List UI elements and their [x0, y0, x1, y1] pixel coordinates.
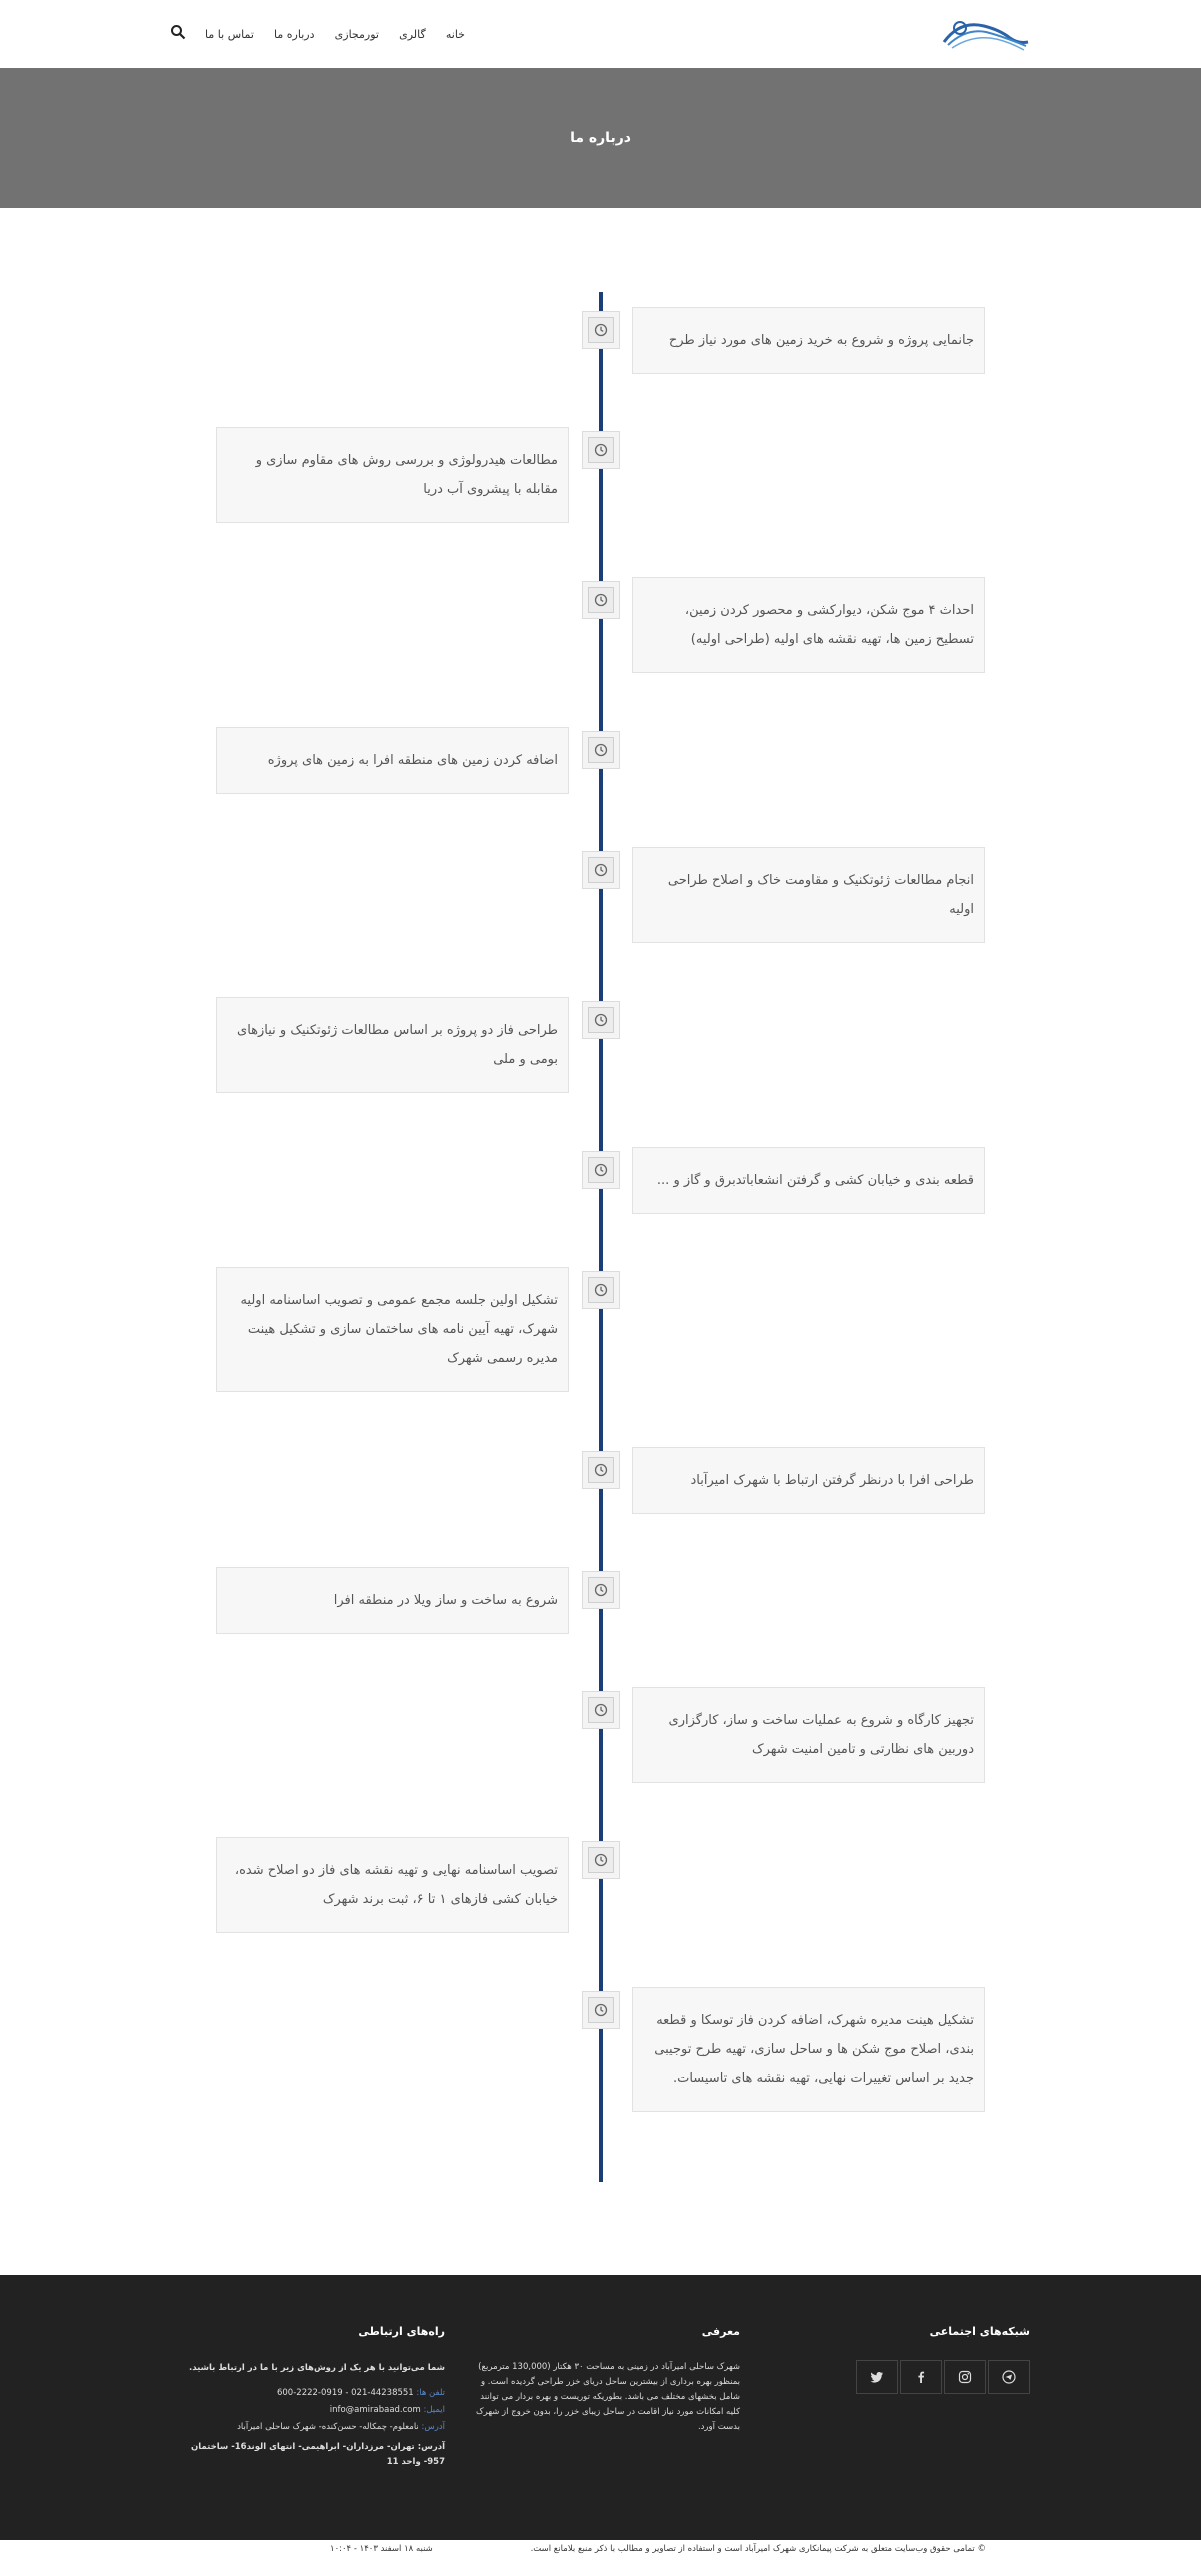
clock-icon: [582, 1271, 620, 1309]
timeline-item-text: انجام مطالعات ژئوتکنیک و مقاومت خاک و اصلاح طراحی اولیه: [667, 873, 974, 917]
clock-icon-inner: [588, 437, 614, 463]
clock-icon: [582, 1451, 620, 1489]
timeline-item: [216, 1837, 569, 1933]
address-label: آدرس:: [421, 2422, 445, 2432]
timeline-item: [216, 1267, 569, 1392]
timeline-item: [632, 1987, 985, 2112]
timeline-item: [216, 727, 569, 794]
contact-address-1: [170, 2419, 445, 2436]
clock-icon: [582, 1991, 620, 2029]
timeline-item-text: قطعه بندی و خیابان کشی و گرفتن انشعاباتدبرق و گاز و ...: [656, 1173, 974, 1188]
clock-icon: [582, 1691, 620, 1729]
nav-contact[interactable]: تماس با ما: [205, 27, 254, 41]
footer-intro-title: معرفی: [701, 2325, 740, 2338]
timeline-item: [632, 1147, 985, 1214]
timeline-item: [632, 1687, 985, 1783]
footer-social: [845, 2325, 1030, 2394]
copyright-text: © تمامی حقوق وب‌سایت متعلق به شرکت پیمانکاری شهرک امیرآباد است و استفاده از تصاویر و مطالب با ذکر منبع بلامانع است.: [530, 2544, 986, 2554]
footer-contact: [170, 2325, 445, 2470]
clock-icon: [582, 1571, 620, 1609]
address-value: نامعلوم- چمکاله- حسن‌کنده- شهرک ساحلی امیرآباد: [237, 2422, 419, 2432]
timeline-item: [216, 1567, 569, 1634]
timeline-item-text: تشکیل اولین جلسه مجمع عمومی و تصویب اساسنامه اولیه شهرک، تهیه آیین نامه های ساختمان سازی و تشکیل هینت مدیره رسمی شهرک: [240, 1293, 558, 1366]
clock-icon: [582, 1151, 620, 1189]
phone-label: تلفن ها:: [416, 2388, 445, 2398]
timeline-item-text: طراحی فاز دو پروژه بر اساس مطالعات ژئوتکنیک و نیازهای بومی و ملی: [237, 1023, 558, 1067]
footer-social-title: شبکه‌های اجتماعی: [929, 2325, 1030, 2338]
clock-icon: [582, 581, 620, 619]
timeline-item: [216, 997, 569, 1093]
timeline-item: [632, 847, 985, 943]
timeline-item: [632, 1447, 985, 1514]
timeline-item-text: تصویب اساسنامه نهایی و تهیه نقشه های فاز دو اصلاح شده، خیابان کشی فازهای ۱ تا ۶، ثبت برند شهرک: [234, 1863, 558, 1907]
timeline-item-text: احداث ۴ موج شکن، دیوارکشی و محصور کردن زمین، تسطیح زمین ها، تهیه نقشه های اولیه (طراحی اولیه): [684, 603, 974, 647]
timeline-item-text: اضافه کردن زمین های منطقه افرا به زمین های پروژه: [267, 753, 558, 768]
timeline-item: [632, 307, 985, 374]
footer-contact-title: راه‌های ارتباطی: [358, 2325, 445, 2338]
twitter-icon[interactable]: [856, 2360, 898, 2394]
telegram-icon[interactable]: [988, 2360, 1030, 2394]
footer-date: شنبه ۱۸ اسفند ۱۴۰۳ - ۱۰:۰۴: [330, 2544, 433, 2554]
clock-icon-inner: [588, 1697, 614, 1723]
clock-icon: [582, 851, 620, 889]
instagram-icon[interactable]: [944, 2360, 986, 2394]
footer-bottom-bar: [0, 2540, 1201, 2560]
clock-icon-inner: [588, 1577, 614, 1603]
clock-icon-inner: [588, 1847, 614, 1873]
timeline: [0, 290, 1201, 2180]
clock-icon-inner: [588, 1997, 614, 2023]
nav-virtual-tour[interactable]: تورمجازی: [334, 27, 379, 41]
clock-icon: [582, 431, 620, 469]
nav-about[interactable]: درباره ما: [274, 27, 315, 41]
page-banner: [0, 68, 1201, 208]
clock-icon: [582, 311, 620, 349]
nav-gallery[interactable]: گالری: [399, 27, 426, 41]
footer-intro-text: شهرک ساحلی امیرآباد در زمینی به مساحت ۳۰ هکتار (130,000 مترمربع) بمنظور بهره برداری از بیشترین ساحل دریای خزر طراحی گردیده است. و شامل بخشهای مختلف می باشد. بطوریکه توریست و بهره بردار می توانند کلیه امکانات مورد نیاز اقامت در ساحل زیبای خزر را، بدون خروج از شهرک بدست آورد.: [476, 2362, 740, 2432]
timeline-item-text: طراحی افرا با درنظر گرفتن ارتباط با شهرک امیرآباد: [690, 1473, 974, 1488]
contact-email: [170, 2402, 445, 2419]
nav-home[interactable]: خانه: [445, 27, 465, 41]
clock-icon: [582, 1841, 620, 1879]
facebook-icon[interactable]: [900, 2360, 942, 2394]
social-links: [845, 2360, 1030, 2394]
clock-icon-inner: [588, 1007, 614, 1033]
clock-icon-inner: [588, 737, 614, 763]
contact-intro: شما می‌توانید با هر یک از روش‌های زیر با ما در ارتباط باشید.: [189, 2363, 445, 2373]
logo-wave-icon[interactable]: [940, 12, 1030, 52]
timeline-item-text: تجهیز کارگاه و شروع به عملیات ساخت و ساز، کارگزاری دوربین های نظارتی و تامین امنیت شهرک: [668, 1713, 974, 1757]
timeline-item-text: جانمایی پروژه و شروع به خرید زمین های مورد نیاز طرح: [668, 333, 974, 348]
timeline-item: [632, 577, 985, 673]
contact-phone: [170, 2385, 445, 2402]
clock-icon-inner: [588, 317, 614, 343]
site-header: [0, 0, 1201, 68]
page-title: درباره ما: [570, 130, 631, 146]
clock-icon-inner: [588, 1157, 614, 1183]
timeline-item-text: مطالعات هیدرولوژی و بررسی روش های مقاوم سازی و مقابله با پیشروی آب دریا: [255, 453, 558, 497]
timeline-item: [216, 427, 569, 523]
clock-icon-inner: [588, 587, 614, 613]
timeline-axis: [599, 292, 603, 2182]
site-footer: [0, 2275, 1201, 2540]
clock-icon: [582, 731, 620, 769]
footer-intro: [465, 2325, 740, 2435]
clock-icon-inner: [588, 1277, 614, 1303]
clock-icon-inner: [588, 857, 614, 883]
email-label: ایمیل:: [423, 2405, 445, 2415]
clock-icon-inner: [588, 1457, 614, 1483]
phone-value: 44238551-021 - 0919-2222-600: [276, 2388, 414, 2398]
contact-address-2: آدرس: تهران- مرزداران- ابراهیمی- انتهای الوند16- ساختمان 957- واحد 11: [190, 2442, 445, 2467]
clock-icon: [582, 1001, 620, 1039]
timeline-item-text: شروع به ساخت و ساز ویلا در منطقه افرا: [333, 1593, 558, 1608]
main-nav: [205, 24, 465, 44]
search-icon[interactable]: [170, 24, 186, 40]
timeline-item-text: تشکیل هینت مدیره شهرک، اضافه کردن فاز توسکا و قطعه بندی، اصلاح موج شکن ها و ساحل سازی، تهیه طرح توجیبی جدید بر اساس تغییرات نهایی، تهیه نقشه های تاسیسات.: [654, 2013, 974, 2086]
email-value[interactable]: info@amirabaad.com: [329, 2405, 421, 2415]
